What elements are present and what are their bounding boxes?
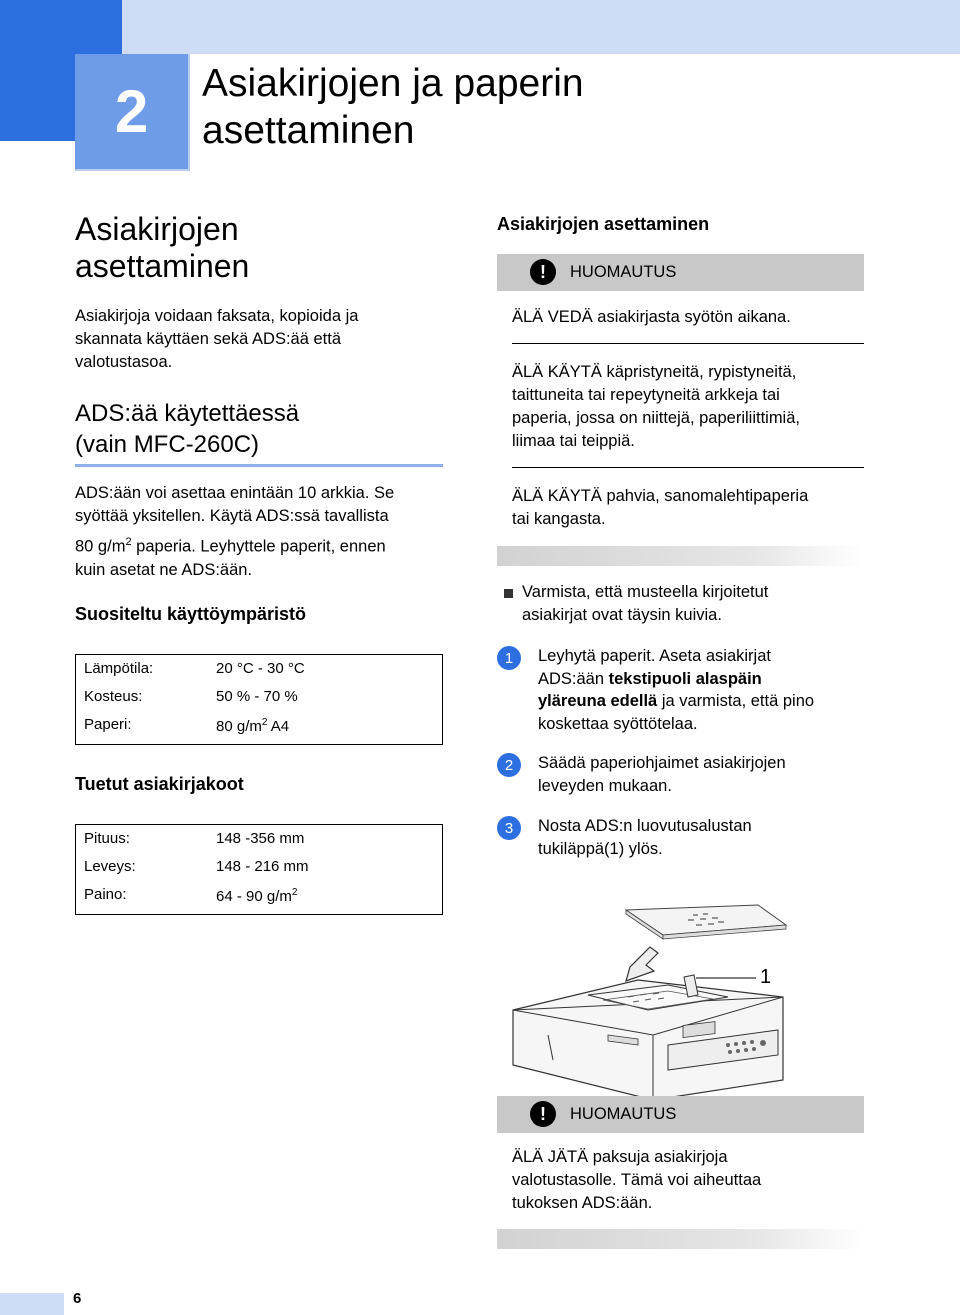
- note-item: ÄLÄ KÄYTÄ pahvia, sanomalehtipaperia tai kangasta.: [512, 487, 809, 528]
- sizes-title: Tuetut asiakirjakoot: [75, 774, 244, 794]
- env-title: Suositeltu käyttöympäristö: [75, 604, 307, 624]
- size-label: Pituus:: [84, 830, 130, 847]
- step-number-icon: 3: [497, 816, 521, 840]
- size-label: Paino:: [84, 886, 127, 903]
- header-band-light: [122, 0, 960, 54]
- bullet-item: Varmista, että musteella kirjoitetut asiakirjat ovat täysin kuivia.: [522, 583, 769, 624]
- note-item: ÄLÄ KÄYTÄ käpristyneitä, rypistyneitä, taittuneita tai repeytyneitä arkkeja tai paperia, jossa on niittejä, paperiliittimiä, liimaa tai teippiä.: [512, 363, 800, 450]
- note-divider: [512, 343, 864, 344]
- size-label: Leveys:: [84, 858, 136, 875]
- header-side-bar: [0, 54, 75, 141]
- page-number: 6: [73, 1290, 82, 1307]
- note-label: HUOMAUTUS: [570, 263, 677, 281]
- note-footer-bar: [497, 546, 864, 566]
- figure-callout: 1: [760, 966, 772, 988]
- note-divider: [512, 467, 864, 468]
- step-number-icon: 2: [497, 753, 521, 777]
- env-value: 20 °C - 30 °C: [216, 660, 305, 677]
- page-number-tab: [0, 1293, 64, 1315]
- step-3: Nosta ADS:n luovutusalustan tukiläppä(1) ylös.: [538, 817, 752, 858]
- step-1: Leyhytä paperit. Aseta asiakirjat ADS:ään tekstipuoli alaspäin yläreuna edellä ja varmista, että pino koskettaa syöttötelaa.: [538, 647, 815, 733]
- env-label: Lämpötila:: [84, 660, 154, 677]
- env-table: [75, 654, 443, 745]
- note-label: HUOMAUTUS: [570, 1105, 677, 1123]
- note-footer-bar: [497, 1229, 864, 1249]
- ads-subsection-title: ADS:ää käytettäessä (vain MFC-260C): [75, 400, 300, 458]
- note-item: ÄLÄ JÄTÄ paksuja asiakirjoja valotustasolle. Tämä voi aiheuttaa tukoksen ADS:ään.: [512, 1148, 762, 1212]
- section-title: Asiakirjojen asettaminen: [75, 211, 250, 284]
- bullet-square-icon: [504, 589, 513, 598]
- header-band-dark: [0, 0, 122, 54]
- warning-icon: !: [530, 1101, 556, 1127]
- chapter-title: Asiakirjojen ja paperin asettaminen: [202, 62, 584, 152]
- size-value: 148 -356 mm: [216, 830, 305, 847]
- note-item: ÄLÄ VEDÄ asiakirjasta syötön aikana.: [512, 308, 791, 326]
- subsection-rule: [75, 464, 443, 467]
- chapter-number: 2: [114, 78, 149, 145]
- step-2: Säädä paperiohjaimet asiakirjojen leveyden mukaan.: [538, 754, 786, 795]
- size-value: 64 - 90 $g/m^2$: [216, 887, 298, 905]
- size-value: 148 - 216 mm: [216, 858, 309, 875]
- env-value: 50 % - 70 %: [216, 688, 298, 705]
- ads-paragraph: ADS:ään voi asettaa enintään 10 arkkia. Se syöttää yksitellen. Käytä ADS:ssä tavallista 80 $g/m^2$ paperia. Leyhyttele paperit, ennen kuin asetat ne ADS:ään.: [75, 484, 395, 579]
- step-number-icon: 1: [497, 646, 521, 670]
- env-label: Kosteus:: [84, 688, 143, 705]
- chapter-number-box: [75, 54, 190, 171]
- env-value: 80 $g/m^2$ A4: [216, 717, 290, 735]
- env-label: Paperi:: [84, 716, 132, 733]
- loading-title: Asiakirjojen asettaminen: [497, 214, 710, 234]
- intro-paragraph: Asiakirjoja voidaan faksata, kopioida ja skannata käyttäen sekä ADS:ää että valotustasoa.: [75, 307, 359, 371]
- warning-icon: !: [530, 259, 556, 285]
- sizes-table: [75, 824, 443, 915]
- ads-machine-illustration: [508, 885, 808, 1105]
